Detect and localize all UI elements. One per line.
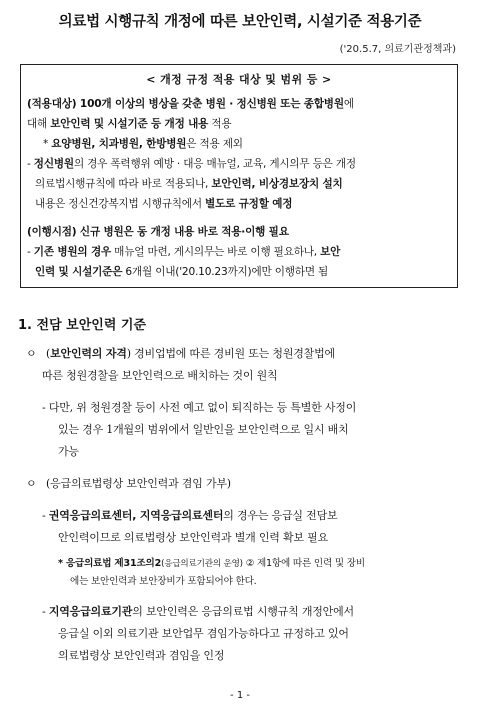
text-fragment: 매뉴얼 마련, 게시의무는 바로 이행 필요하나, xyxy=(111,246,321,258)
dash-marker: - xyxy=(42,605,49,618)
text-fragment: ② 제1항에 따른 인력 및 장비 xyxy=(242,558,365,569)
emphasis: 정신병원 xyxy=(33,158,74,170)
dash-marker: - xyxy=(42,509,49,522)
text-fragment: 내용은 정신건강복지법 시행규칙에서 xyxy=(35,198,206,210)
emphasis: 별도로 규정할 예정 xyxy=(205,198,293,210)
paragraph-exception-line1: - 다만, 위 청원경찰 등이 사전 예고 없이 퇴직하는 등 특별한 사정이 xyxy=(42,401,357,414)
page-number: - 1 - xyxy=(230,690,250,701)
text-fragment: 6개월 이내('20.10.23까지)에만 이행하면 됨 xyxy=(122,266,329,278)
box-line-psych-3 xyxy=(35,197,292,211)
emphasis: 보안 xyxy=(320,246,341,258)
emphasis: 인력 및 시설기준은 xyxy=(35,266,123,278)
text-fragment: 에 xyxy=(343,98,354,110)
dash-marker: - xyxy=(27,158,34,170)
paragraph-regional-line2: 안인력이므로 의료법령상 보안인력과 별개 인력 확보 필요 xyxy=(58,531,329,544)
document-title: 의료법 시행규칙 개정에 따른 보안인력, 시설기준 적용기준 xyxy=(58,14,422,30)
paragraph-local-line1 xyxy=(42,604,354,620)
footnote-line1 xyxy=(58,556,365,572)
paragraph-qualification-line2: 따른 청원경찰을 보안인력으로 배치하는 것이 원칙 xyxy=(42,369,278,382)
paragraph-qualification-line1 xyxy=(46,346,335,362)
paragraph-concurrent-heading: (응급의료법령상 보안인력과 겸임 가부) xyxy=(46,477,231,490)
emphasis: 보안인력의 자격 xyxy=(50,347,127,360)
box-line-existing-1 xyxy=(27,245,340,259)
text-fragment: 대해 xyxy=(27,118,51,130)
paragraph-exception-line3: 가능 xyxy=(58,445,79,458)
text-fragment: 적용 xyxy=(208,118,232,130)
target-text: (적용대상) 100개 이상의 병상을 갖춘 병원 · 정신병원 또는 종합병원 xyxy=(27,98,344,110)
paragraph-local-line3: 의료법령상 보안인력과 겸임을 인정 xyxy=(58,649,225,662)
scope-summary-box xyxy=(20,64,458,288)
box-line-target xyxy=(27,97,354,111)
emphasis: 보안인력 및 시설기준 등 개정 내용 xyxy=(50,118,209,130)
emphasis: 기존 병원의 경우 xyxy=(33,246,112,258)
box-line-psych-1 xyxy=(27,157,356,171)
box-line-existing-2 xyxy=(35,265,328,279)
box-heading: < 개정 규정 적용 대상 및 범위 등 > xyxy=(146,73,332,86)
emphasis: * 응급의료법 제31조의2 xyxy=(58,558,162,569)
box-line-apply xyxy=(27,117,231,131)
box-line-psych-2 xyxy=(35,177,343,191)
note-marker: * xyxy=(43,138,52,150)
emphasis: 보안인력, 비상경보장치 설치 xyxy=(211,178,343,190)
paragraph-exception-line2: 있는 경우 1개월의 범위에서 일반인을 보안인력으로 일시 배치 xyxy=(58,423,349,436)
dash-marker: - xyxy=(27,246,34,258)
text-fragment: 의 경우 폭력행위 예방 · 대응 매뉴얼, 교육, 게시의무 등은 개정 xyxy=(73,158,356,170)
emphasis: 지역응급의료기관 xyxy=(48,605,133,618)
text-fragment: 의 보안인력은 응급의료법 시행규칙 개정안에서 xyxy=(132,605,354,618)
box-line-exclude xyxy=(43,137,243,151)
timing-text: (이행시점) 신규 병원은 동 개정 내용 바로 적용·이행 필요 xyxy=(27,226,289,238)
text-fragment: 의 경우는 응급실 전담보 xyxy=(223,509,338,522)
text-fragment: 의료법시행규칙에 따라 바로 적용되나, xyxy=(35,178,212,190)
footnote-line2: 에는 보안인력과 보안장비가 포함되어야 한다. xyxy=(70,576,257,587)
bullet-marker: ㅇ xyxy=(26,347,37,360)
emphasis: 요양병원, 치과병원, 한방병원 xyxy=(51,138,187,150)
text-fragment: (응급의료기관의 운영) xyxy=(161,559,243,569)
emphasis: 권역응급의료센터, 지역응급의료센터 xyxy=(48,509,224,522)
text-fragment: ) 경비업법에 따른 경비원 또는 청원경찰법에 xyxy=(126,347,335,360)
document-source: ('20.5.7, 의료기관정책과) xyxy=(339,44,456,55)
box-line-timing xyxy=(27,225,289,239)
text-fragment: 은 적용 제외 xyxy=(186,138,243,150)
paragraph-local-line2: 응급실 이외 의료기관 보안업무 겸임가능하다고 규정하고 있어 xyxy=(58,627,349,640)
paragraph-regional-line1 xyxy=(42,508,337,524)
text-fragment: ( xyxy=(46,347,51,360)
section-title: 1. 전담 보안인력 기준 xyxy=(18,318,147,333)
bullet-marker: ㅇ xyxy=(26,477,37,490)
